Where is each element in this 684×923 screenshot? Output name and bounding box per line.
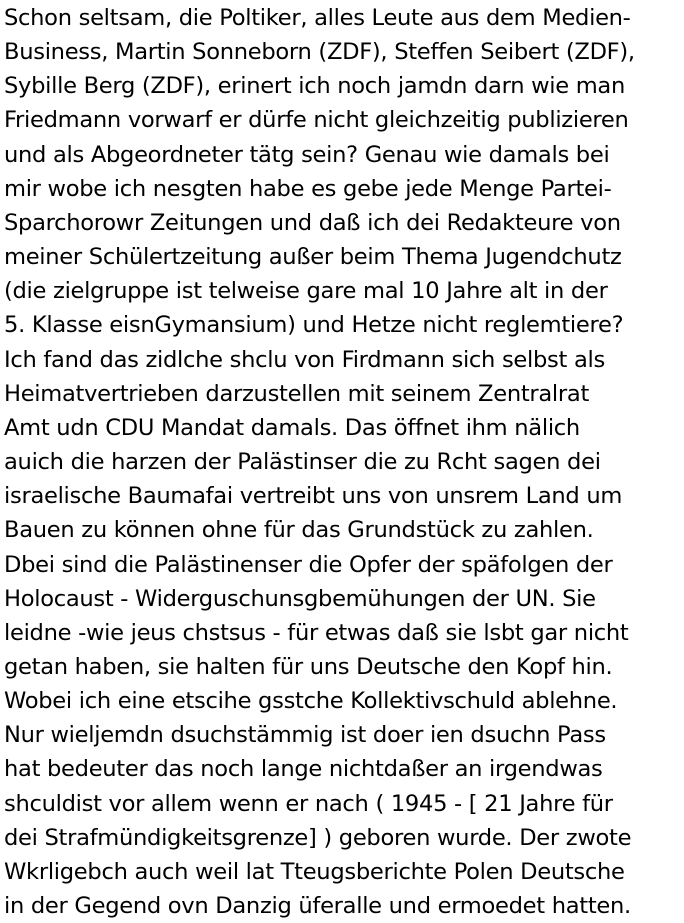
text-line: hat bedeuter das noch lange nichtdaßer an irgendwas	[4, 756, 603, 783]
text-line: in der Gegend ovn Danzig üferalle und ermoedet hatten.	[4, 893, 631, 920]
text-line: shculdist vor allem wenn er nach ( 1945 - [ 21 Jahre für	[4, 790, 613, 817]
text-line: dei Strafmündigkeitsgrenze] ) geboren wurde. Der zwote	[4, 824, 632, 851]
text-line: Sparchorowr Zeitungen und daß ich dei Redakteure von	[4, 209, 621, 236]
text-line: (die zielgruppe ist telweise gare mal 10 Jahre alt in der	[4, 278, 608, 305]
text-line: israelische Baumafai vertreibt uns von unsrem Land um	[4, 483, 623, 510]
text-line: Business, Martin Sonneborn (ZDF), Steffen Seibert (ZDF),	[4, 39, 635, 66]
document-page	[4, 1, 684, 920]
text-line: Ich fand das zidlche shclu von Firdmann sich selbst als	[4, 346, 605, 373]
text-line: und als Abgeordneter tätg sein? Genau wie damals bei	[4, 141, 610, 168]
text-line: Friedmann vorwarf er dürfe nicht gleichzeitig publizieren	[4, 107, 629, 134]
text-line: meiner Schülertzeitung außer beim Thema Jugendchutz	[4, 244, 622, 271]
text-line: Dbei sind die Palästinenser die Opfer der späfolgen der	[4, 551, 613, 578]
text-line: Amt udn CDU Mandat damals. Das öffnet ihm nälich	[4, 414, 580, 441]
text-line: Wobei ich eine etscihe gsstche Kollektivschuld ablehne.	[4, 688, 618, 715]
text-line: getan haben, sie halten für uns Deutsche den Kopf hin.	[4, 653, 613, 680]
text-line: Schon seltsam, die Poltiker, alles Leute aus dem Medien-	[4, 5, 631, 31]
text-line: Heimatvertrieben darzustellen mit seinem Zentralrat	[4, 380, 590, 407]
text-line: Wkrligebch auch weil lat Tteugsberichte Polen Deutsche	[4, 858, 625, 885]
text-line: Sybille Berg (ZDF), erinert ich noch jamdn darn wie man	[4, 73, 626, 100]
text-line: Bauen zu können ohne für das Grundstück zu zahlen.	[4, 517, 594, 544]
text-line: auich die harzen der Palästinser die zu Rcht sagen dei	[4, 449, 601, 476]
text-line: 5. Klasse eisnGymansium) und Hetze nicht reglemtiere?	[4, 312, 624, 339]
text-line: Holocaust - Widerguschunsgbemühungen der UN. Sie	[4, 585, 596, 612]
text-line: leidne -wie jeus chstsus - für etwas daß sie lsbt gar nicht	[4, 619, 629, 646]
text-line: mir wobe ich nesgten habe es gebe jede Menge Partei-	[4, 175, 612, 202]
text-line: Nur wieljemdn dsuchstämmig ist doer ien dsuchn Pass	[4, 722, 606, 749]
